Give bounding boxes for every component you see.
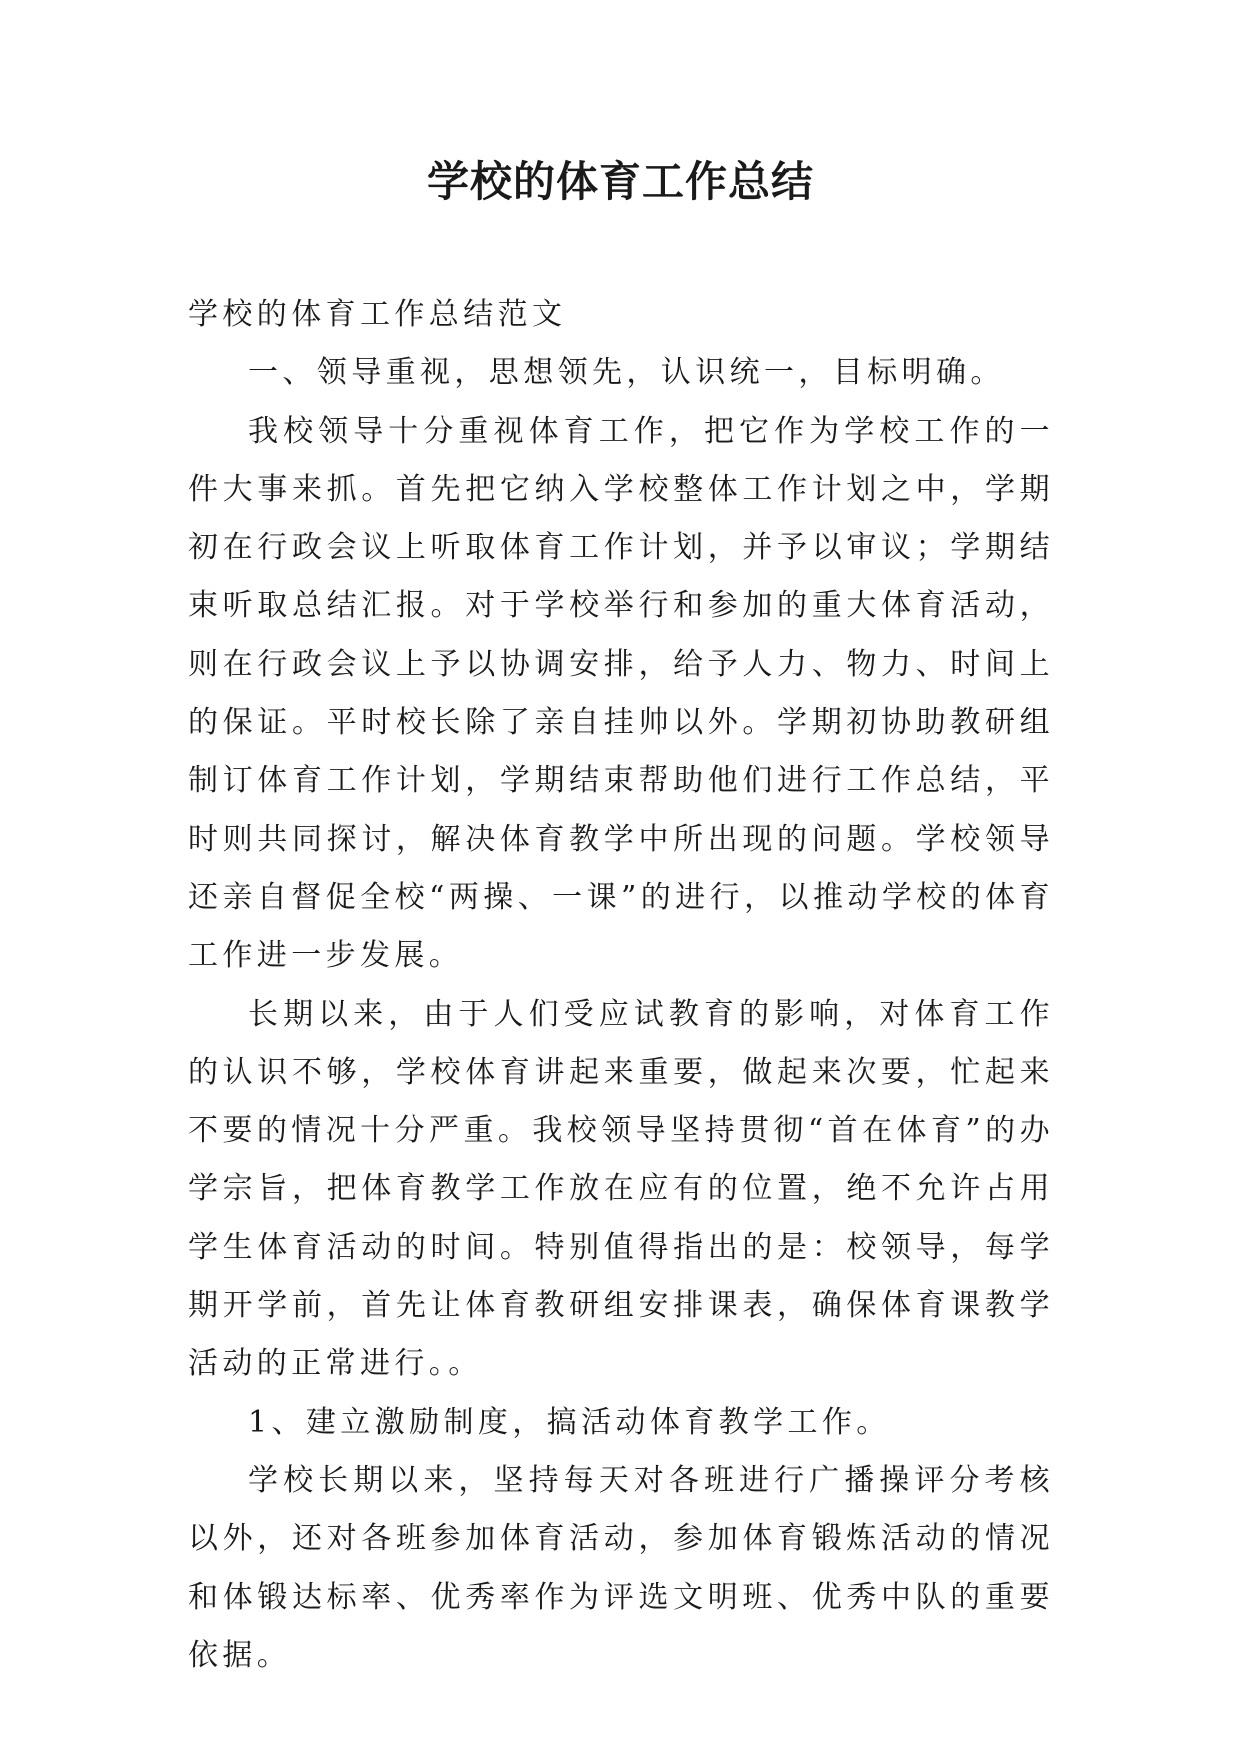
subtitle-line: 学校的体育工作总结范文 — [188, 297, 567, 332]
document-body — [188, 286, 1054, 1685]
document-title: 学校的体育工作总结 — [426, 157, 814, 206]
paragraph-2: 长期以来，由于人们受应试教育的影响，对体育工作的认识不够，学校体育讲起来重要，做起来次要，忙起来不要的情况十分严重。我校领导坚持贯彻“首在体育”的办学宗旨，把体育教学工作放在应有的位置，绝不允许占用学生体育活动的时间。特别值得指出的是：校领导，每学期开学前，首先让体育教研组安排课表，确保体育课教学活动的正常进行。。 — [188, 996, 1054, 1382]
section-heading-1: 一、领导重视，思想领先，认识统一，目标明确。 — [248, 355, 1005, 391]
paragraph-3: 学校长期以来，坚持每天对各班进行广播操评分考核以外，还对各班参加体育活动，参加体育锻炼活动的情况和体锻达标率、优秀率作为评选文明班、优秀中队的重要依据。 — [188, 1462, 1054, 1673]
subsection-heading-1: 1、建立激励制度，搞活动体育教学工作。 — [248, 1404, 891, 1440]
paragraph-1: 我校领导十分重视体育工作，把它作为学校工作的一件大事来抓。首先把它纳入学校整体工作计划之中，学期初在行政会议上听取体育工作计划，并予以审议；学期结束听取总结汇报。对于学校举行和参加的重大体育活动，则在行政会议上予以协调安排，给予人力、物力、时间上的保证。平时校长除了亲自挂帅以外。学期初协助教研组制订体育工作计划，学期结束帮助他们进行工作总结，平时则共同探讨，解决体育教学中所出现的问题。学校领导还亲自督促全校“两操、一课”的进行，以推动学校的体育工作进一步发展。 — [188, 413, 1054, 974]
